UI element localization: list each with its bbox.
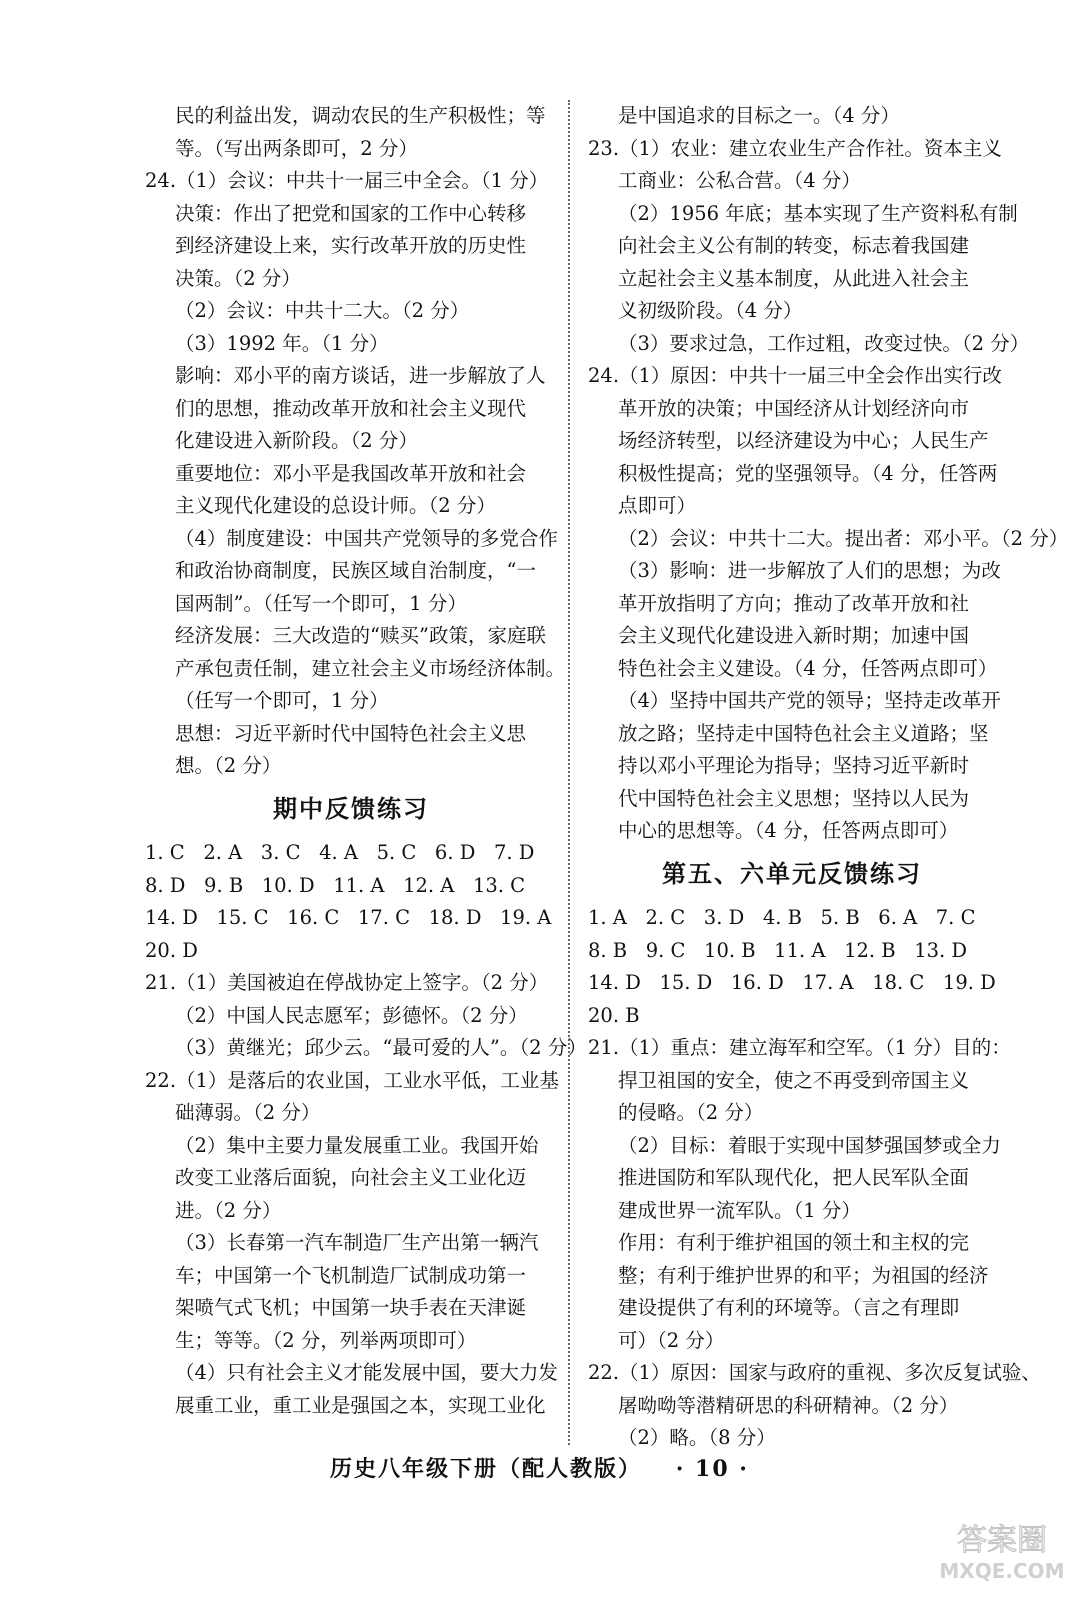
answer-line: 义初级阶段。（4 分）	[618, 299, 803, 322]
answer-line: 思想：习近平新时代中国特色社会主义思	[175, 721, 527, 745]
answer-line: 决策。（2 分）	[175, 266, 301, 290]
unit56-mcq-answers	[588, 902, 996, 1032]
right-column	[588, 100, 1069, 1455]
answer-line: （4）只有社会主义才能发展中国，要大力发	[175, 1361, 558, 1384]
answer-line: （4）制度建设：中国共产党领导的多党合作	[175, 526, 558, 550]
answer-line: （2）集中主要力量发展重工业。我国开始	[175, 1133, 539, 1157]
midterm-section-title: 期中反馈练习	[273, 794, 429, 823]
answer-line: 24.（1）原因：中共十一届三中全会作出实行改	[588, 364, 1002, 387]
answer-line: 改变工业落后面貌，向社会主义工业化迈	[175, 1166, 527, 1189]
answer-line: 可）（2 分）	[618, 1328, 725, 1352]
answer-line: 们的思想，推动改革开放和社会主义现代	[175, 396, 527, 420]
answer-line: 放之路；坚持走中国特色社会主义道路；坚	[618, 721, 989, 745]
answer-line: 革开放的决策；中国经济从计划经济向市	[618, 396, 970, 420]
mcq-row: 8. D 9. B 10. D 11. A 12. A 13. C	[145, 873, 526, 897]
answer-line: （3）要求过急，工作过粗，改变过快。（2 分）	[618, 331, 1030, 355]
answer-line: 经济发展：三大改造的“赎买”政策，家庭联	[175, 624, 546, 647]
answer-line: 中心的思想等。（4 分，任答两点即可）	[618, 819, 959, 842]
unit56-answer-block	[588, 1032, 1041, 1455]
answer-line: 主义现代化建设的总设计师。（2 分）	[175, 494, 496, 517]
answer-line: 的侵略。（2 分）	[618, 1101, 764, 1124]
answer-line: 展重工业，重工业是强国之本，实现工业化	[175, 1393, 546, 1417]
answer-line: 24.（1）会议：中共十一届三中全会。（1 分）	[145, 169, 549, 192]
answer-line: 想。（2 分）	[175, 754, 282, 777]
answer-line: 车；中国第一个飞机制造厂试制成功第一	[175, 1263, 527, 1287]
answer-line: （任写一个即可，1 分）	[175, 689, 389, 712]
answer-line: 屠呦呦等潜精研思的科研精神。（2 分）	[618, 1393, 959, 1417]
answer-line: 整；有利于维护世界的和平；为祖国的经济	[618, 1263, 989, 1287]
answer-line: 积极性提高；党的坚强领导。（4 分，任答两	[618, 461, 998, 485]
answer-line: 持以邓小平理论为指导；坚持习近平新时	[618, 754, 970, 777]
mcq-row: 20. B	[588, 1003, 640, 1027]
answer-line: 民的利益出发，调动农民的生产积极性；等	[175, 104, 546, 127]
mcq-row: 1. C 2. A 3. C 4. A 5. C 6. D 7. D	[145, 841, 535, 864]
answer-line: 会主义现代化建设进入新时期；加速中国	[618, 624, 970, 647]
answer-line: 建设提供了有利的环境等。（言之有理即	[618, 1296, 960, 1319]
answer-line: （3）黄继光；邱少云。“最可爱的人”。（2 分）	[175, 1036, 587, 1059]
unit56-section-title: 第五、六单元反馈练习	[662, 859, 922, 888]
answer-line: （2）会议：中共十二大。（2 分）	[175, 299, 470, 322]
answer-line: 建成世界一流军队。（1 分）	[618, 1198, 861, 1222]
answer-line: （2）会议：中共十二大。提出者：邓小平。（2 分）	[618, 526, 1069, 550]
answer-line: 等。（写出两条即可，2 分）	[175, 136, 418, 160]
answer-line: 国两制”。（任写一个即可，1 分）	[175, 591, 467, 615]
right-answer-block	[588, 100, 1069, 848]
answer-line: （3）长春第一汽车制造厂生产出第一辆汽	[175, 1231, 539, 1254]
answer-line: （3）1992 年。（1 分）	[175, 331, 389, 355]
answer-line: 础薄弱。（2 分）	[175, 1101, 321, 1124]
answer-line: 作用：有利于维护祖国的领土和主权的完	[618, 1231, 970, 1254]
answer-line: （2）1956 年底；基本实现了生产资料私有制	[618, 201, 1018, 225]
answer-line: 22.（1）是落后的农业国，工业水平低，工业基	[145, 1068, 559, 1092]
column-divider	[568, 100, 570, 1445]
answer-line: 特色社会主义建设。（4 分，任答两点即可）	[618, 656, 998, 680]
answer-line: 到经济建设上来，实行改革开放的历史性	[175, 234, 527, 257]
answer-line: 21.（1）美国被迫在停战协定上签字。（2 分）	[145, 971, 549, 994]
watermark-logo	[937, 1514, 1067, 1586]
answer-line: （2）中国人民志愿军；彭德怀。（2 分）	[175, 1003, 528, 1027]
answer-line: 代中国特色社会主义思想；坚持以人民为	[618, 786, 970, 810]
answer-line: 21.（1）重点：建立海军和空军。（1 分）目的：	[588, 1036, 1011, 1059]
answer-line: 影响：邓小平的南方谈话，进一步解放了人	[175, 364, 546, 387]
mcq-row: 14. D 15. C 16. C 17. C 18. D 19. A	[145, 906, 552, 929]
page-footer	[0, 1452, 1079, 1483]
answer-line: 架喷气式飞机；中国第一块手表在天津诞	[175, 1296, 527, 1319]
midterm-mcq-answers	[145, 837, 557, 967]
answer-line: 立起社会主义基本制度，从此进入社会主	[618, 266, 970, 290]
answer-line: 点即可）	[618, 494, 697, 517]
answer-line: 革开放指明了方向；推动了改革开放和社	[618, 591, 970, 615]
answer-line: 重要地位：邓小平是我国改革开放和社会	[175, 461, 527, 485]
left-answer-block	[145, 100, 566, 783]
answer-line: 场经济转型，以经济建设为中心；人民生产	[618, 429, 989, 452]
answer-line: 22.（1）原因：国家与政府的重视、多次反复试验、	[588, 1361, 1041, 1384]
answer-line: 工商业：公私合营。（4 分）	[618, 169, 861, 192]
watermark-line1: 答案圈	[957, 1523, 1047, 1558]
answer-line: 向社会主义公有制的转变，标志着我国建	[618, 234, 970, 257]
mcq-row: 1. A 2. C 3. D 4. B 5. B 6. A 7. C	[588, 906, 976, 929]
answer-line: 生；等等。（2 分，列举两项即可）	[175, 1328, 477, 1352]
mcq-row: 14. D 15. D 16. D 17. A 18. C 19. D	[588, 971, 996, 994]
answer-line: 进。（2 分）	[175, 1198, 282, 1222]
answer-line: 是中国追求的目标之一。（4 分）	[618, 104, 900, 127]
answer-line: 23.（1）农业：建立农业生产合作社。资本主义	[588, 136, 1002, 160]
answer-line: 和政治协商制度，民族区域自治制度，“一	[175, 559, 536, 582]
answer-line: 推进国防和军队现代化，把人民军队全面	[618, 1166, 970, 1189]
footer-book-title: 历史八年级下册（配人教版）	[330, 1456, 643, 1482]
answer-line: 化建设进入新阶段。（2 分）	[175, 429, 418, 452]
answer-line: 决策：作出了把党和国家的工作中心转移	[175, 201, 527, 225]
answer-line: （2）目标：着眼于实现中国梦强国梦或全力	[618, 1133, 1001, 1157]
mcq-row: 20. D	[145, 938, 198, 962]
answer-line: （3）影响：进一步解放了人们的思想；为改	[618, 559, 1001, 582]
answer-line: 产承包责任制，建立社会主义市场经济体制。	[175, 656, 566, 680]
left-column	[145, 100, 587, 1422]
answer-line: 捍卫祖国的安全，使之不再受到帝国主义	[618, 1068, 970, 1092]
midterm-answer-block	[145, 967, 587, 1422]
answer-line: （4）坚持中国共产党的领导；坚持走改革开	[618, 689, 1001, 712]
answer-line: （2）略。（8 分）	[618, 1426, 776, 1449]
watermark-line2: MXQE.COM	[939, 1559, 1065, 1583]
mcq-row: 8. B 9. C 10. B 11. A 12. B 13. D	[588, 938, 968, 962]
page-number: · 10 ·	[675, 1456, 749, 1482]
